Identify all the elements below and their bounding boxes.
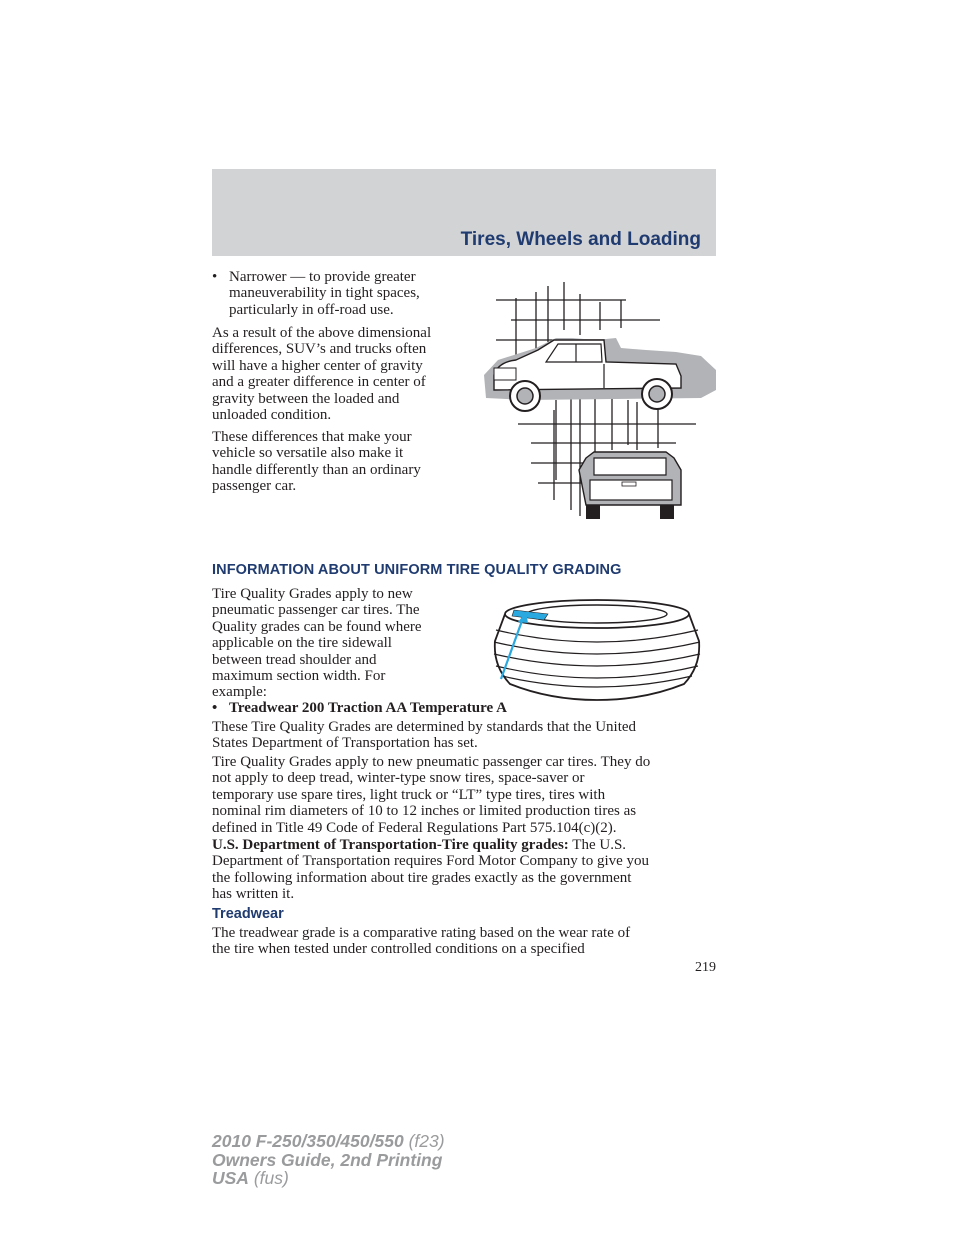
text-line: passenger car. <box>212 478 297 495</box>
tire-sidewall-illustration <box>490 596 704 706</box>
treadwear-paragraph <box>212 925 630 958</box>
bullet-dot: • <box>212 700 218 716</box>
bullet-line-2: maneuverability in tight spaces, <box>229 285 420 302</box>
document-footer <box>212 1132 445 1188</box>
text-line: example: <box>212 684 267 701</box>
footer-market-code: (fus) <box>248 1168 289 1188</box>
dot-grades-rest: The U.S. <box>568 837 627 853</box>
text-line: As a result of the above dimensional <box>212 325 432 341</box>
text-line: gravity between the loaded and <box>212 390 400 407</box>
text-line: unloaded condition. <box>212 407 332 424</box>
text-line: the tire when tested under controlled conditions on a specified <box>212 941 585 958</box>
text-line: These Tire Quality Grades are determined by standards that the United <box>212 719 637 735</box>
section-heading: INFORMATION ABOUT UNIFORM TIRE QUALITY GRADING <box>212 562 622 578</box>
footer-line-1 <box>212 1132 445 1151</box>
text-line: between tread shoulder and <box>212 651 377 668</box>
footer-market: USA <box>212 1168 249 1188</box>
text-line: The treadwear grade is a comparative rating based on the wear rate of <box>212 925 631 941</box>
text-line: has written it. <box>212 886 295 903</box>
standards-paragraph <box>212 719 636 752</box>
intro-paragraph-1 <box>212 325 431 423</box>
bullet-line-1: Narrower — to provide greater <box>229 269 416 285</box>
text-line <box>212 837 649 853</box>
text-line: handle differently than an ordinary <box>212 461 421 478</box>
applicability-paragraph <box>212 754 650 836</box>
intro-paragraph-2 <box>212 429 421 495</box>
text-line: applicable on the tire sidewall <box>212 635 392 652</box>
text-line: nominal rim diameters of 10 to 12 inches or limited production tires as <box>212 803 637 820</box>
bullet-line-3: particularly in off-road use. <box>229 301 394 318</box>
text-line: vehicle so versatile also make it <box>212 445 404 462</box>
text-line: pneumatic passenger car tires. The <box>212 602 420 619</box>
text-line: temporary use spare tires, light truck or “LT” type tires, tires with <box>212 786 606 803</box>
text-line: Tire Quality Grades apply to new <box>212 586 413 602</box>
quality-grades-paragraph <box>212 586 422 701</box>
footer-line-2: Owners Guide, 2nd Printing <box>212 1149 443 1170</box>
example-grade-text: Treadwear 200 Traction AA Temperature A <box>229 700 507 716</box>
page-number: 219 <box>695 960 716 975</box>
truck-center-of-gravity-illustration <box>476 280 718 520</box>
text-line: maximum section width. For <box>212 668 386 685</box>
text-line: will have a higher center of gravity <box>212 357 423 374</box>
footer-line-3 <box>212 1169 445 1188</box>
treadwear-heading: Treadwear <box>212 906 284 922</box>
text-line: These differences that make your <box>212 429 412 445</box>
text-line: and a greater difference in center of <box>212 374 426 391</box>
text-line: Tire Quality Grades apply to new pneumatic passenger car tires. They do <box>212 754 651 770</box>
footer-model-code: (f23) <box>403 1131 445 1151</box>
bullet-dot: • <box>212 269 218 285</box>
page-title: Tires, Wheels and Loading <box>460 229 701 250</box>
text-line: differences, SUV’s and trucks often <box>212 341 427 358</box>
text-line: Department of Transportation requires Ford Motor Company to give you <box>212 853 650 870</box>
text-line: Quality grades can be found where <box>212 618 422 635</box>
text-line: defined in Title 49 Code of Federal Regulations Part 575.104(c)(2). <box>212 819 617 836</box>
footer-model: 2010 F-250/350/450/550 <box>212 1131 404 1151</box>
text-line: not apply to deep tread, winter-type snow tires, space-saver or <box>212 770 585 787</box>
dot-grades-paragraph <box>212 837 649 903</box>
dot-grades-label: U.S. Department of Transportation-Tire quality grades: <box>212 837 569 853</box>
header-band <box>212 169 716 256</box>
text-line: States Department of Transportation has set. <box>212 735 478 752</box>
text-line: the following information about tire grades exactly as the government <box>212 869 632 886</box>
